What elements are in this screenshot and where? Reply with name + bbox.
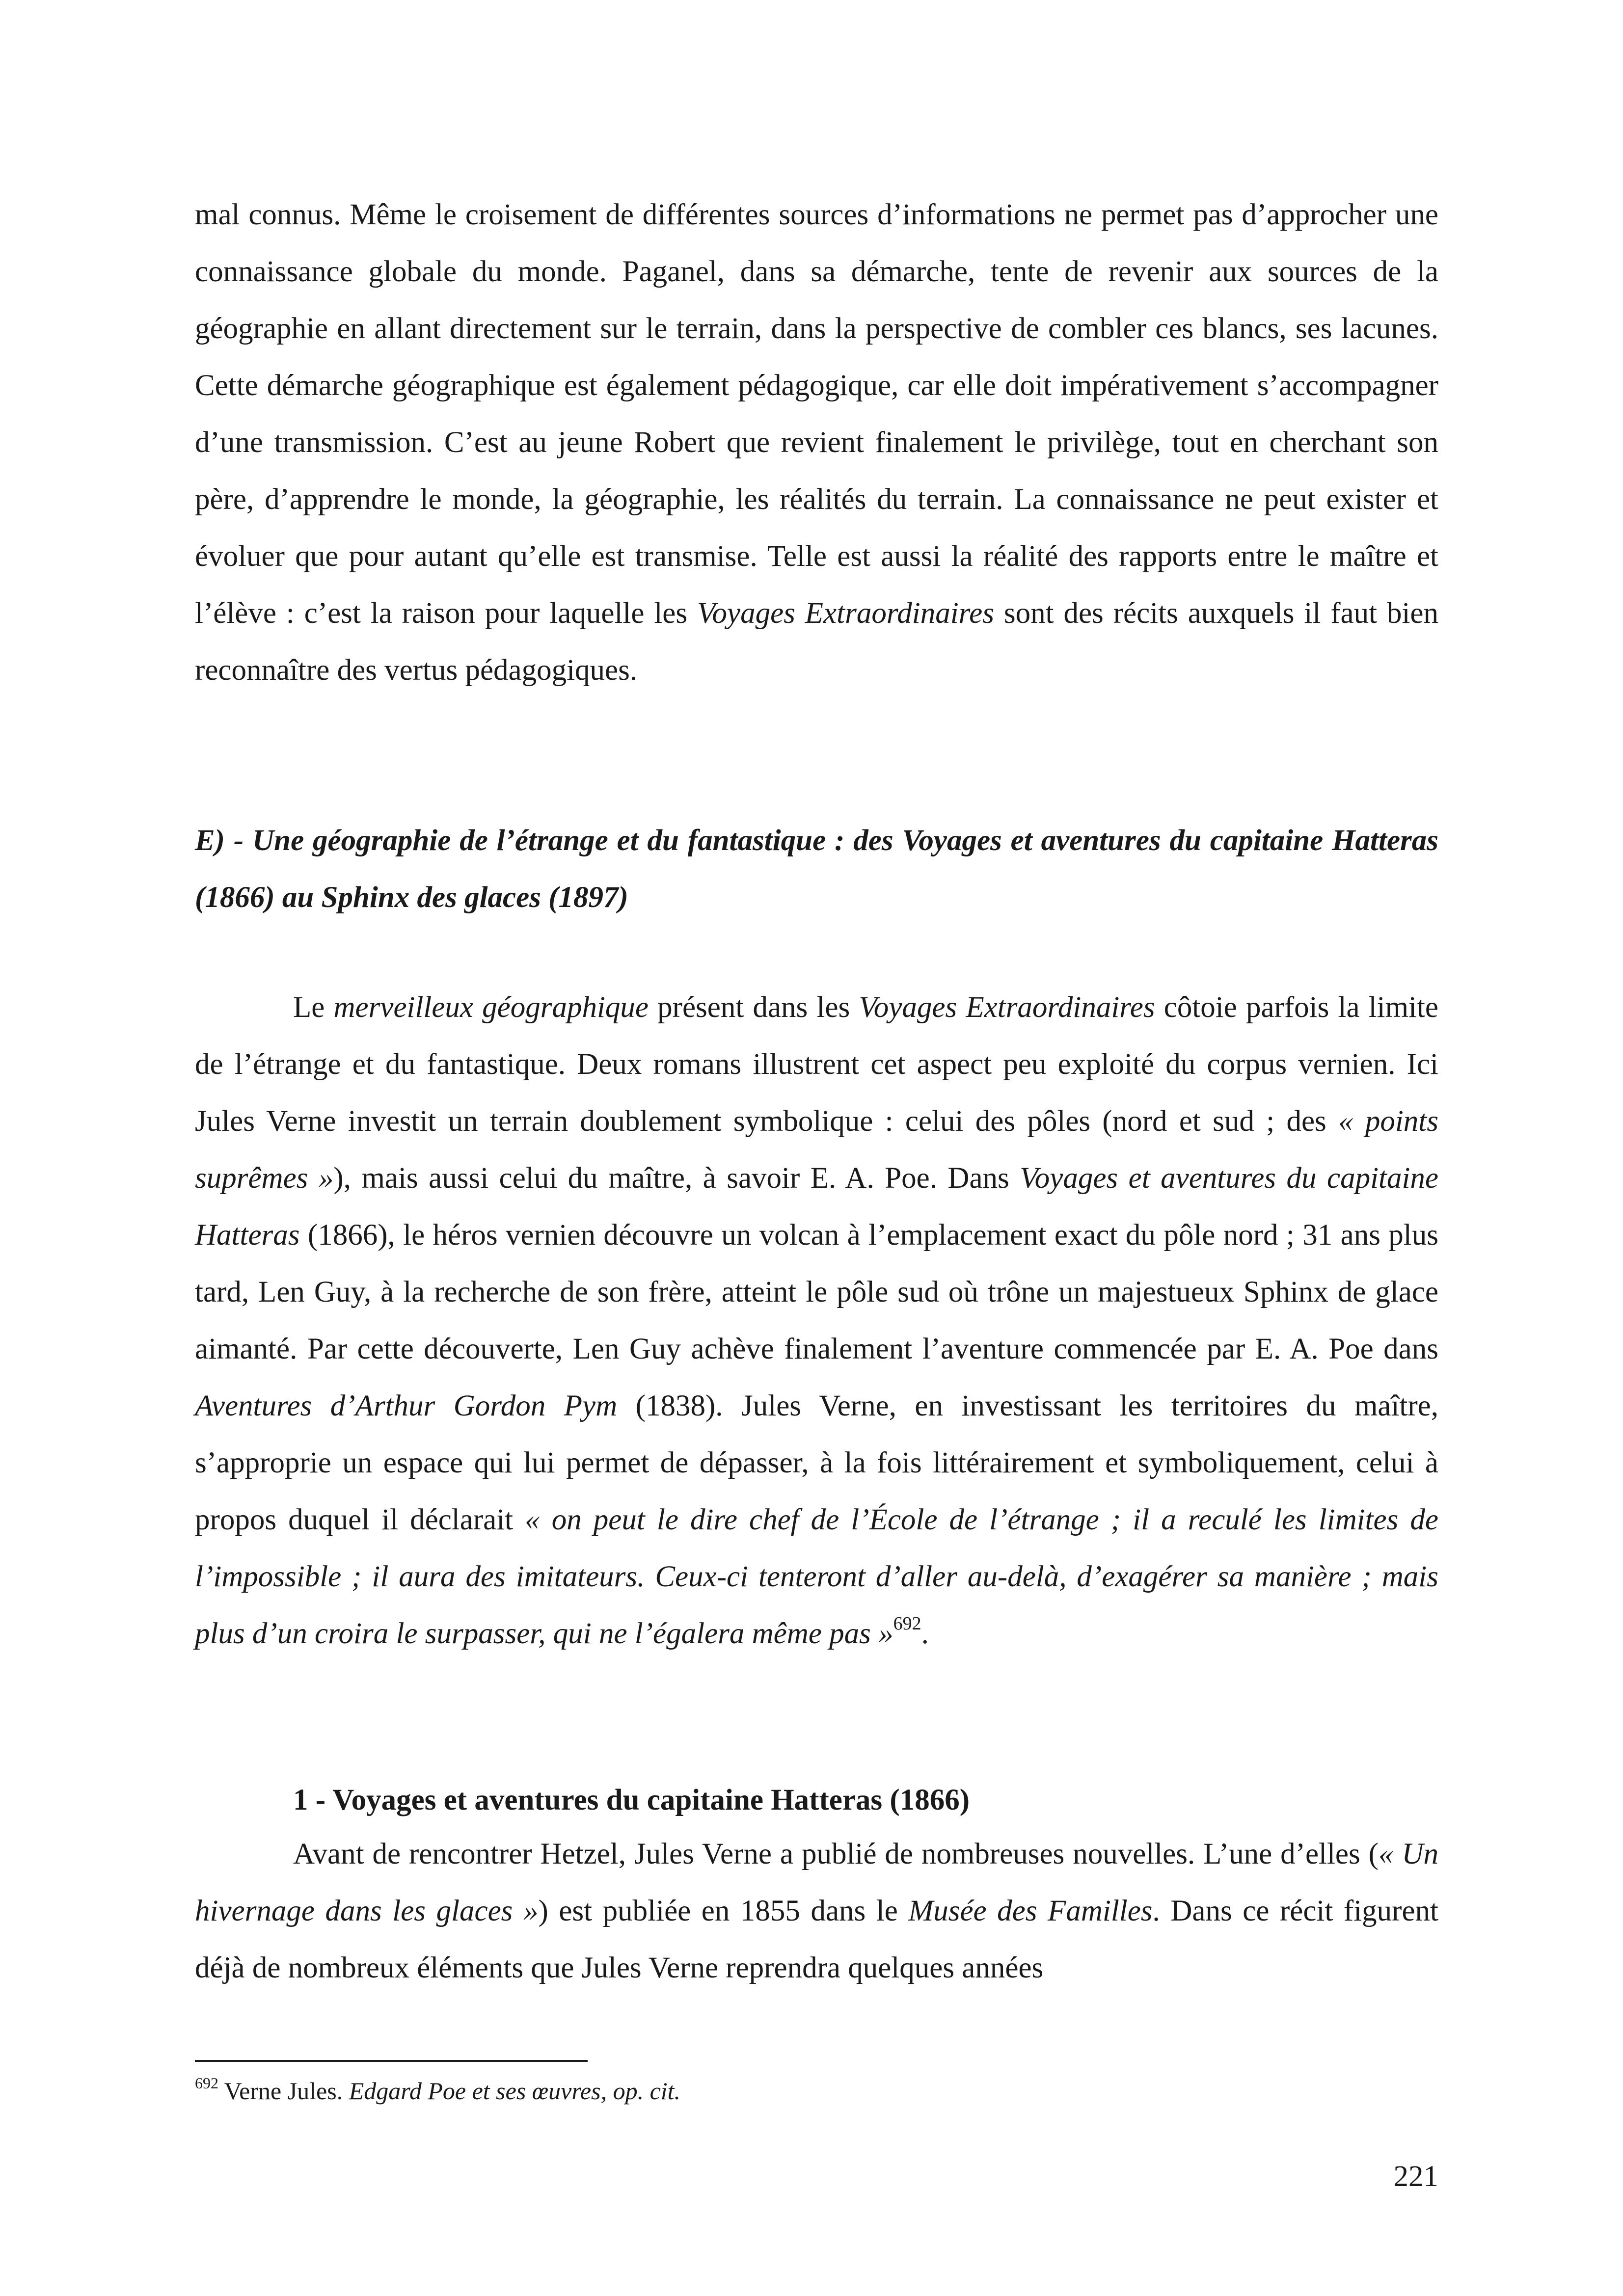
text-run: mal connus. Même le croisement de différentes sources d’informations ne permet pas d’approcher une connaissance globale du monde. Paganel, dans sa démarche, tente de revenir aux sources de la géographie en allant directement sur le terrain, dans la perspective de combler ces blancs, ses lacunes. Cette démarche géographique est également pédagogique, car elle doit impérativement s’accompagner d’une transmission. C’est au jeune Robert que revient finalement le privilège, tout en cherchant son père, d’apprendre le monde, la géographie, les réalités du terrain. La connaissance ne peut exister et évoluer que pour autant qu’elle est transmise. Telle est aussi la réalité des rapports entre le maître et l’élève : c’est la raison pour laquelle les xyxy=(195,198,1438,630)
text-run: ), mais aussi celui du maître, à savoir E. A. Poe. Dans xyxy=(333,1162,1020,1195)
page-number: 221 xyxy=(1393,2160,1438,2193)
text-run: (1866), le héros vernien découvre un volcan à l’emplacement exact du pôle nord ; 31 ans plus tard, Len Guy, à la recherche de son frère, atteint le pôle sud où trône un majestueux Sphinx de glace aimanté. Par cette découverte, Len Guy achève finalement l’aventure commencée par E. A. Poe dans xyxy=(195,1219,1438,1365)
subsection-heading-1: 1 - Voyages et aventures du capitaine Hatteras (1866) xyxy=(293,1784,970,1816)
italic-run: Musée des Familles xyxy=(908,1895,1153,1927)
text-run: côtoie parfois la limite de l’étrange et du fantastique. Deux romans illustrent cet aspect peu exploité du corpus vernien. Ici Jules Verne investit un terrain doublement symbolique : celui des pôles (nord et sud ; des xyxy=(195,991,1438,1138)
text-run: (1838). Jules Verne, en investissant les territoires du maître, s’approprie un espace qui lui permet de dépasser, à la fois littérairement et symboliquement, celui à propos duquel il déclarait xyxy=(195,1389,1439,1536)
text-run: ) est publiée en 1855 dans le xyxy=(538,1895,909,1927)
italic-run: Voyages et aventures du capitaine Hatteras xyxy=(195,1162,1438,1252)
body-paragraph-3 xyxy=(195,1826,1438,1997)
footnote-marker: 692 xyxy=(893,1613,921,1634)
italic-run: Edgard Poe et ses œuvres, op. cit. xyxy=(349,2077,681,2105)
text-run: . xyxy=(921,1617,929,1650)
text-run: Verne Jules. xyxy=(218,2077,349,2105)
footnote-692 xyxy=(195,2074,1438,2108)
text-run: sont des récits auxquels il faut bien reconnaître des vertus pédagogiques. xyxy=(195,597,1438,687)
body-paragraph-2 xyxy=(195,979,1438,1662)
text-run: Le xyxy=(293,991,334,1024)
italic-run: Aventures d’Arthur Gordon Pym xyxy=(195,1389,618,1422)
italic-run: « on peut le dire chef de l’École de l’étrange ; il a reculé les limites de l’impossible ; il aura des imitateurs. Ceux-ci tenteront d’aller au-delà, d’exagérer sa manière ; mais plus d’un croira le surpasser, qui ne l’égalera même pas » xyxy=(195,1503,1438,1650)
italic-run: « points suprêmes » xyxy=(195,1105,1438,1195)
italic-run: Voyages Extraordinaires xyxy=(697,597,994,630)
section-heading-e: E) - Une géographie de l’étrange et du fantastique : des Voyages et aventures du capitaine Hatteras (1866) au Sphinx des glaces (1897) xyxy=(195,824,1438,914)
body-paragraph-1 xyxy=(195,187,1438,699)
italic-run: Voyages Extraordinaires xyxy=(859,991,1155,1024)
footnote-separator xyxy=(195,2060,588,2062)
text-run: . Dans ce récit figurent déjà de nombreux éléments que Jules Verne reprendra quelques années xyxy=(195,1895,1438,1984)
italic-run: merveilleux géographique xyxy=(333,991,649,1024)
italic-run: « Un hivernage dans les glaces » xyxy=(195,1838,1438,1927)
text-run: présent dans les xyxy=(649,991,859,1024)
text-run: Avant de rencontrer Hetzel, Jules Verne a publié de nombreuses nouvelles. L’une d’elles ( xyxy=(293,1838,1379,1870)
footnote-marker: 692 xyxy=(195,2074,218,2092)
